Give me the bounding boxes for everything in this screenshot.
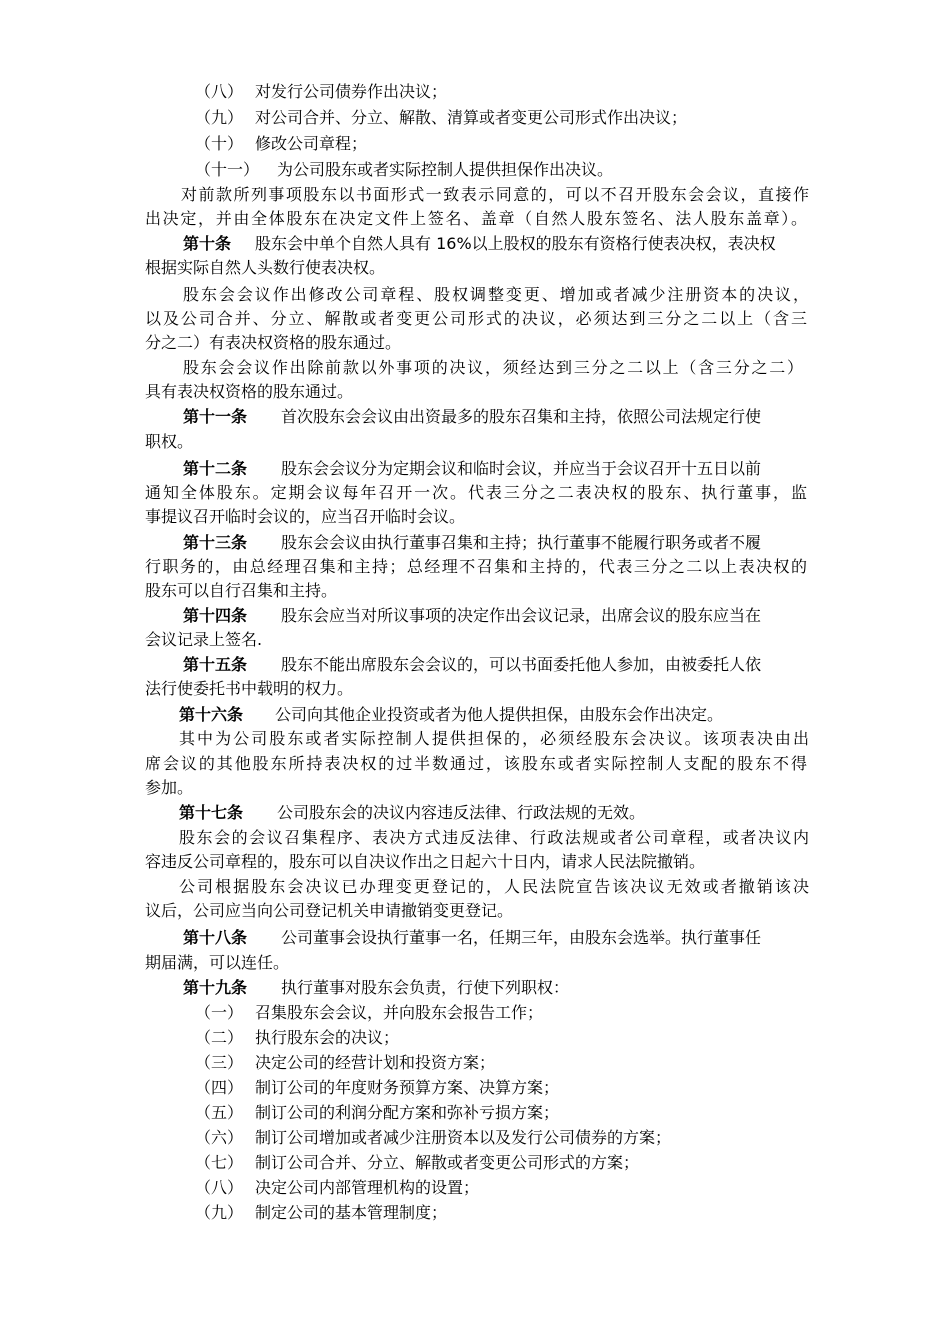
item-number: （二）	[195, 1028, 244, 1047]
item-text: 制订公司的利润分配方案和弥补亏损方案；	[255, 1103, 560, 1122]
paragraph-line: 分之二）有表决权资格的股东通过。	[145, 333, 402, 352]
article-label: 第十条	[183, 234, 232, 253]
item-number: （五）	[195, 1103, 244, 1122]
article-text: 公司向其他企业投资或者为他人提供担保，由股东会作出决定。	[275, 705, 724, 724]
item-number: （九）	[195, 108, 244, 127]
item-text: 决定公司内部管理机构的设置；	[255, 1178, 480, 1197]
paragraph-line: 期届满，可以连任。	[145, 953, 290, 972]
article-label: 第十六条	[179, 705, 244, 724]
item-number: （十）	[195, 134, 244, 153]
article-label: 第十八条	[183, 928, 248, 947]
article-label: 第十三条	[183, 533, 248, 552]
item-text: 对发行公司债券作出决议；	[255, 82, 448, 101]
article-label: 第十五条	[183, 655, 248, 674]
paragraph-line: 席会议的其他股东所持表决权的过半数通过，该股东或者实际控制人支配的股东不得	[145, 754, 807, 773]
item-number: （七）	[195, 1153, 244, 1172]
article-17	[179, 800, 645, 826]
list-item	[195, 1175, 479, 1201]
list-item	[195, 1200, 447, 1226]
paragraph-line: 出决定，并由全体股东在决定文件上签名、盖章（自然人股东签名、法人股东盖章）。	[145, 209, 807, 228]
item-text: 制定公司的基本管理制度；	[255, 1203, 448, 1222]
paragraph-line: 议后，公司应当向公司登记机关申请撤销变更登记。	[145, 901, 514, 920]
article-10	[183, 231, 809, 257]
paragraph-line: 通知全体股东。定期会议每年召开一次。代表三分之二表决权的股东、执行董事，监	[145, 483, 807, 502]
paragraph-line: 股东会会议作出除前款以外事项的决议，须经达到三分之二以上（含三分之二）	[183, 358, 803, 377]
item-text: 制订公司增加或者减少注册资本以及发行公司债券的方案；	[255, 1128, 672, 1147]
list-item	[195, 1100, 559, 1126]
paragraph-line: 参加。	[145, 778, 194, 797]
paragraph-line: 事提议召开临时会议的，应当召开临时会议。	[145, 507, 466, 526]
paragraph-line: 对前款所列事项股东以书面形式一致表示同意的，可以不召开股东会会议，直接作	[181, 185, 809, 204]
paragraph-line: 根据实际自然人头数行使表决权。	[145, 258, 386, 277]
article-11	[183, 404, 809, 430]
item-text: 对公司合并、分立、解散、清算或者变更公司形式作出决议；	[255, 108, 688, 127]
list-item	[195, 131, 367, 157]
list-item	[195, 105, 687, 131]
item-text: 修改公司章程；	[255, 134, 368, 153]
article-text: 股东会会议由执行董事召集和主持；执行董事不能履行职务或者不履	[281, 533, 762, 552]
article-text: 股东会会议分为定期会议和临时会议，并应当于会议召开十五日以前	[281, 459, 762, 478]
paragraph-line: 具有表决权资格的股东通过。	[145, 382, 354, 401]
article-text: 执行董事对股东会负责，行使下列职权：	[281, 978, 570, 997]
article-16	[179, 702, 723, 728]
article-label: 第十一条	[183, 407, 248, 426]
list-item	[195, 1000, 543, 1026]
item-number: （八）	[195, 82, 244, 101]
paragraph-line: 容违反公司章程的，股东可以自决议作出之日起六十日内，请求人民法院撤销。	[145, 852, 706, 871]
list-item	[195, 1150, 639, 1176]
article-text: 首次股东会会议由出资最多的股东召集和主持，依照公司法规定行使	[281, 407, 762, 426]
paragraph-line: 公司根据股东会决议已办理变更登记的，人民法院宣告该决议无效或者撤销该决	[179, 877, 809, 896]
article-text: 股东会应当对所议事项的决定作出会议记录，出席会议的股东应当在	[281, 606, 762, 625]
item-text: 制订公司合并、分立、解散或者变更公司形式的方案；	[255, 1153, 640, 1172]
paragraph-line: 股东会的会议召集程序、表决方式违反法律、行政法规或者公司章程，或者决议内	[179, 828, 809, 847]
item-text: 决定公司的经营计划和投资方案；	[255, 1053, 496, 1072]
article-12	[183, 456, 809, 482]
paragraph-line: 其中为公司股东或者实际控制人提供担保的，必须经股东会决议。该项表决由出	[179, 729, 809, 748]
article-19	[183, 975, 569, 1001]
list-item	[195, 1075, 559, 1101]
paragraph-line: 会议记录上签名.	[145, 630, 263, 649]
list-item	[195, 79, 447, 105]
article-label: 第十四条	[183, 606, 248, 625]
item-text: 制订公司的年度财务预算方案、决算方案；	[255, 1078, 560, 1097]
list-item	[195, 1125, 671, 1151]
item-number: （六）	[195, 1128, 244, 1147]
article-label: 第十七条	[179, 803, 244, 822]
paragraph-line: 以及公司合并、分立、解散或者变更公司形式的决议，必须达到三分之二以上（含三	[145, 309, 807, 328]
item-number: （八）	[195, 1178, 244, 1197]
item-number: （九）	[195, 1203, 244, 1222]
paragraph-line: 行职务的，由总经理召集和主持；总经理不召集和主持的，代表三分之二以上表决权的	[145, 557, 807, 576]
article-text: 股东不能出席股东会会议的，可以书面委托他人参加，由被委托人依	[281, 655, 762, 674]
paragraph-line: 股东可以自行召集和主持。	[145, 581, 338, 600]
article-text: 公司董事会设执行董事一名，任期三年，由股东会选举。执行董事任	[281, 928, 762, 947]
article-label: 第十九条	[183, 978, 248, 997]
item-text: 为公司股东或者实际控制人提供担保作出决议。	[277, 160, 614, 179]
article-14	[183, 603, 809, 629]
article-13	[183, 530, 809, 556]
article-text: 公司股东会的决议内容违反法律、行政法规的无效。	[277, 803, 646, 822]
item-text: 执行股东会的决议；	[255, 1028, 400, 1047]
list-item	[195, 1050, 495, 1076]
article-label: 第十二条	[183, 459, 248, 478]
list-item	[195, 1025, 399, 1051]
list-item	[195, 157, 613, 183]
paragraph-line: 股东会会议作出修改公司章程、股权调整变更、增加或者减少注册资本的决议，	[183, 285, 809, 304]
article-18	[183, 925, 809, 951]
item-number: （一）	[195, 1003, 244, 1022]
item-number: （四）	[195, 1078, 244, 1097]
paragraph-line: 职权。	[145, 432, 194, 451]
item-number: （十一）	[195, 160, 260, 179]
item-text: 召集股东会会议，并向股东会报告工作；	[255, 1003, 544, 1022]
article-text: 股东会中单个自然人具有 16%以上股权的股东有资格行使表决权，表决权	[255, 234, 776, 253]
article-15	[183, 652, 809, 678]
item-number: （三）	[195, 1053, 244, 1072]
paragraph-line: 法行使委托书中载明的权力。	[145, 679, 354, 698]
